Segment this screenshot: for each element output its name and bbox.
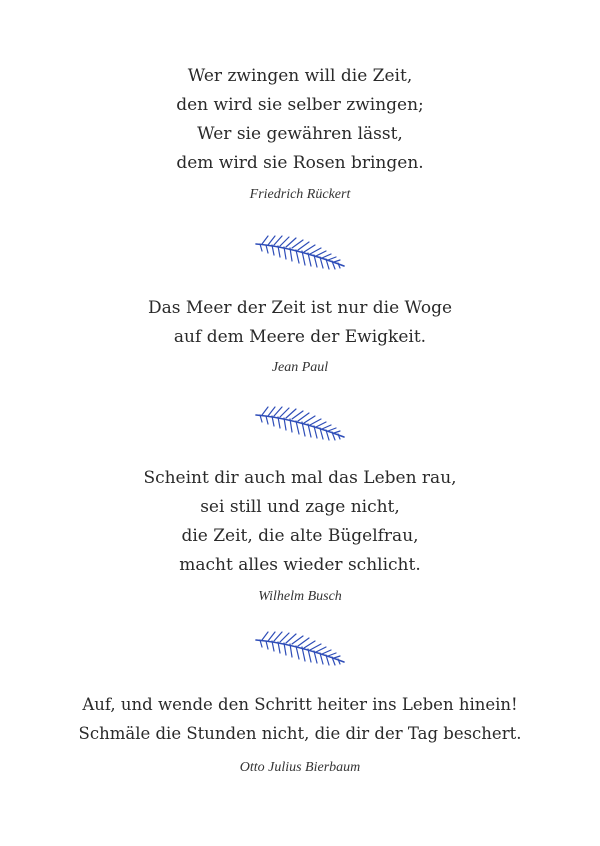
quote-line: Wer zwingen will die Zeit, <box>187 66 413 86</box>
feather-icon <box>252 403 348 443</box>
quote-3-author: Wilhelm Busch <box>258 589 342 604</box>
quote-2-author: Jean Paul <box>271 360 329 375</box>
quote-line: Wer sie gewähren lässt, <box>197 124 403 144</box>
quote-line: den wird sie selber zwingen; <box>176 95 424 115</box>
feather-icon <box>252 628 348 668</box>
quote-line: Scheint dir auch mal das Leben rau, <box>143 468 457 488</box>
quote-1-author: Friedrich Rückert <box>249 187 351 202</box>
feather-icon <box>252 232 348 272</box>
quote-4-text <box>0 690 600 748</box>
quote-line: Das Meer der Zeit ist nur die Woge <box>147 298 453 318</box>
quote-2-text <box>0 294 600 352</box>
quote-line: Auf, und wende den Schritt heiter ins Leben hinein! <box>82 695 518 714</box>
quote-3-text <box>0 464 600 580</box>
quote-line: dem wird sie Rosen bringen. <box>176 153 424 173</box>
quote-4-author: Otto Julius Bierbaum <box>239 760 361 775</box>
quote-line: Schmäle die Stunden nicht, die dir der Tag beschert. <box>78 724 522 743</box>
quote-line: macht alles wieder schlicht. <box>179 555 421 575</box>
quote-1-text <box>0 62 600 178</box>
quote-line: die Zeit, die alte Bügelfrau, <box>181 526 419 546</box>
quote-line: sei still und zage nicht, <box>200 497 400 517</box>
quote-line: auf dem Meere der Ewigkeit. <box>173 327 427 347</box>
